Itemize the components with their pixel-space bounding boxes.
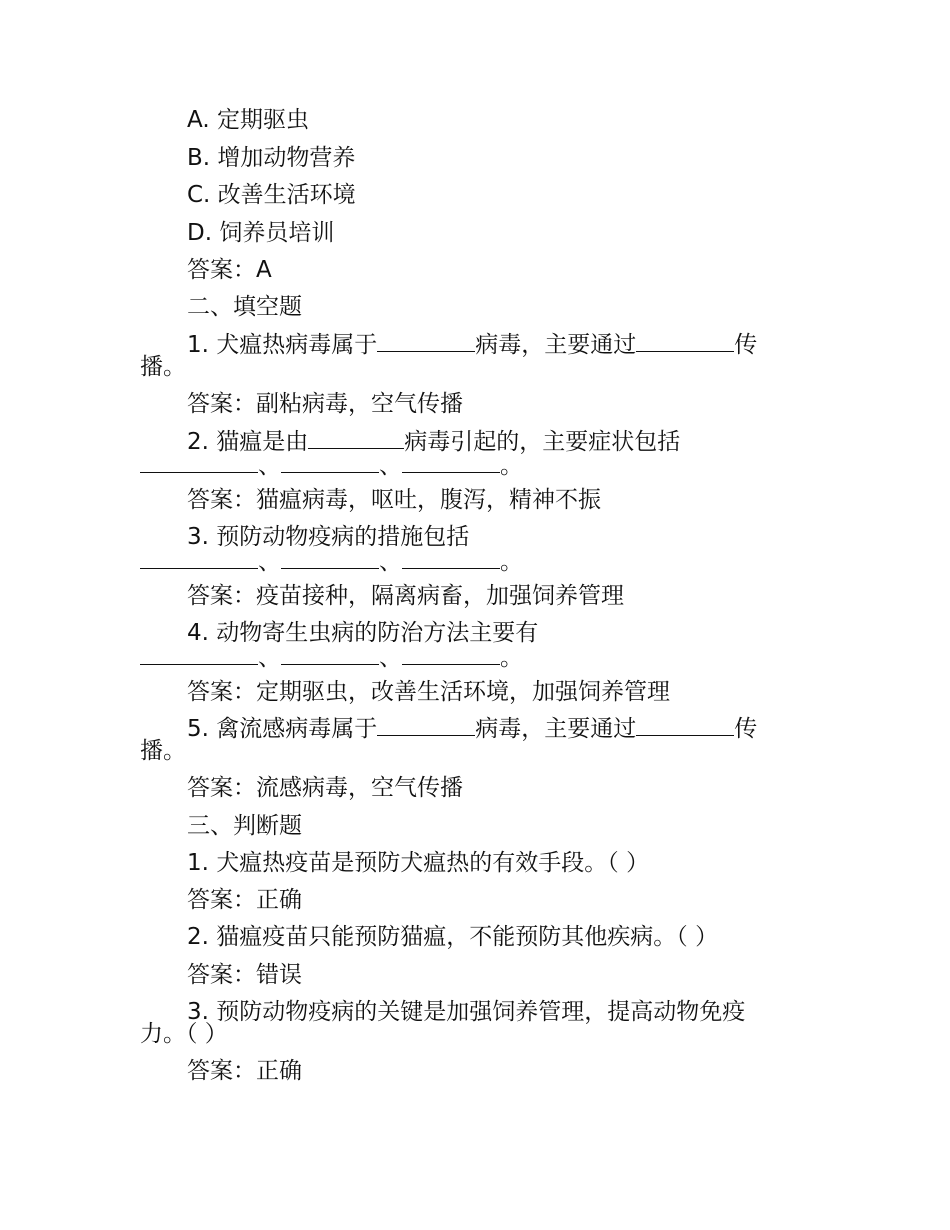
fill-q3: 3. 预防动物疫病的措施包括 xyxy=(187,524,470,550)
option-d: D. 饲养员培训 xyxy=(187,220,335,246)
blank xyxy=(281,548,379,569)
fill-q2-answer: 答案：猫瘟病毒，呕吐，腹泻，精神不振 xyxy=(187,487,601,513)
fill-q2-blanks: 、 、 。 xyxy=(140,452,523,480)
fill-q5: 5. 禽流感病毒属于 病毒，主要通过 传 xyxy=(187,716,758,742)
judge-q2: 2. 猫瘟疫苗只能预防猫瘟，不能预防其他疾病。（ ） xyxy=(187,924,719,950)
fill-q4-blanks: 、 、 。 xyxy=(140,644,523,672)
option-b: B. 增加动物营养 xyxy=(187,145,356,171)
fill-q1-tail: 播。 xyxy=(140,354,186,380)
option-c: C. 改善生活环境 xyxy=(187,182,356,208)
blank xyxy=(377,715,475,736)
judge-q3-tail: 力。（ ） xyxy=(140,1021,228,1047)
judge-q1: 1. 犬瘟热疫苗是预防犬瘟热的有效手段。（ ） xyxy=(187,850,650,876)
judge-q3: 3. 预防动物疫病的关键是加强饲养管理，提高动物免疫 xyxy=(187,999,746,1025)
fill-q2: 2. 猫瘟是由 病毒引起的，主要症状包括 xyxy=(187,429,681,455)
judge-q2-answer: 答案：错误 xyxy=(187,962,302,988)
fill-q1-answer: 答案：副粘病毒，空气传播 xyxy=(187,391,463,417)
blank xyxy=(281,644,379,665)
fill-q5-answer: 答案：流感病毒，空气传播 xyxy=(187,775,463,801)
blank xyxy=(402,548,500,569)
blank xyxy=(140,644,258,665)
judge-q3-answer: 答案：正确 xyxy=(187,1058,302,1084)
blank xyxy=(281,452,379,473)
section-3-title: 三、判断题 xyxy=(187,813,302,839)
blank xyxy=(636,715,734,736)
fill-q4-answer: 答案：定期驱虫，改善生活环境，加强饲养管理 xyxy=(187,679,670,705)
blank xyxy=(308,428,404,449)
judge-q1-answer: 答案：正确 xyxy=(187,887,302,913)
fill-q5-tail: 播。 xyxy=(140,738,186,764)
blank xyxy=(377,331,475,352)
blank xyxy=(402,452,500,473)
mc-answer: 答案：A xyxy=(187,257,272,283)
fill-q4: 4. 动物寄生虫病的防治方法主要有 xyxy=(187,620,539,646)
fill-q3-answer: 答案：疫苗接种，隔离病畜，加强饲养管理 xyxy=(187,583,624,609)
option-a: A. 定期驱虫 xyxy=(187,107,309,133)
section-2-title: 二、填空题 xyxy=(187,294,302,320)
blank xyxy=(402,644,500,665)
blank xyxy=(636,331,734,352)
fill-q1: 1. 犬瘟热病毒属于 病毒，主要通过 传 xyxy=(187,332,758,358)
blank xyxy=(140,452,258,473)
fill-q3-blanks: 、 、 。 xyxy=(140,548,523,576)
blank xyxy=(140,548,258,569)
